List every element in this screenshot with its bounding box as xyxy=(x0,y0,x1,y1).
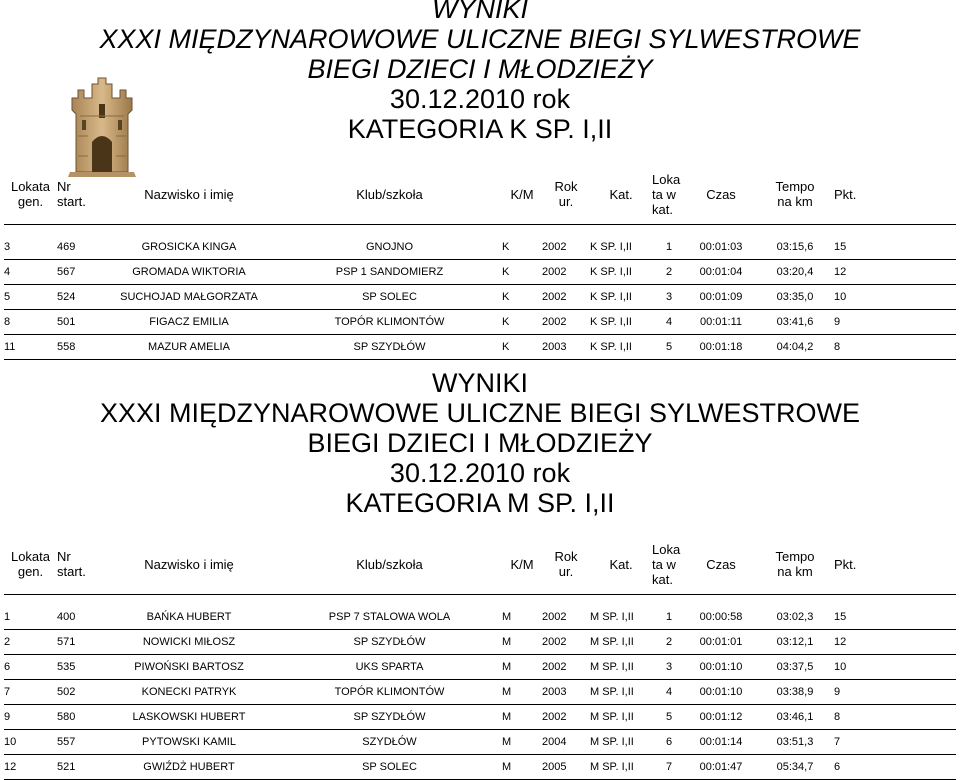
cell-nr: 535 xyxy=(57,654,101,679)
cell-cat-place: 3 xyxy=(652,284,686,309)
cell-points: 8 xyxy=(834,334,956,359)
cell-cat-place: 4 xyxy=(652,309,686,334)
cell-name: NOWICKI MIŁOSZ xyxy=(101,629,277,654)
table-row xyxy=(4,704,956,729)
cell-club: TOPÓR KLIMONTÓW xyxy=(277,679,502,704)
cell-km: M xyxy=(502,729,542,754)
col-header-year: Rok ur. xyxy=(554,179,578,210)
section-k-title-line: 30.12.2010 rok xyxy=(389,84,571,114)
cell-cat: K SP. I,II xyxy=(590,235,652,260)
cell-name: GROMADA WIKTORIA xyxy=(101,259,277,284)
section-k-title xyxy=(0,0,960,144)
table-row xyxy=(4,259,956,284)
cell-name: FIGACZ EMILIA xyxy=(101,309,277,334)
cell-nr: 469 xyxy=(57,235,101,260)
cell-name: GWIŹDŻ HUBERT xyxy=(101,754,277,779)
col-header-club: Klub/szkoła xyxy=(356,186,423,202)
section-k-title-line: KATEGORIA K SP. I,II xyxy=(347,114,613,144)
table-row xyxy=(4,334,956,359)
table-row xyxy=(4,284,956,309)
cell-cat-place: 5 xyxy=(652,704,686,729)
cell-cat: M SP. I,II xyxy=(590,754,652,779)
cell-name: PYTOWSKI KAMIL xyxy=(101,729,277,754)
cell-cat-place: 4 xyxy=(652,679,686,704)
cell-cat: M SP. I,II xyxy=(590,654,652,679)
cell-lokata: 6 xyxy=(4,654,57,679)
cell-nr: 501 xyxy=(57,309,101,334)
cell-cat-place: 6 xyxy=(652,729,686,754)
cell-club: SP SZYDŁÓW xyxy=(277,334,502,359)
cell-km: M xyxy=(502,629,542,654)
cell-cat-place: 5 xyxy=(652,334,686,359)
cell-nr: 567 xyxy=(57,259,101,284)
col-header-name: Nazwisko i imię xyxy=(144,556,234,572)
cell-lokata: 4 xyxy=(4,259,57,284)
cell-time: 00:01:09 xyxy=(686,284,756,309)
col-header-cat-place: Loka ta w kat. xyxy=(652,541,681,587)
cell-club: PSP 7 STALOWA WOLA xyxy=(277,605,502,630)
cell-pace: 03:35,0 xyxy=(756,284,834,309)
cell-points: 12 xyxy=(834,259,956,284)
cell-pace: 03:20,4 xyxy=(756,259,834,284)
cell-name: KONECKI PATRYK xyxy=(101,679,277,704)
cell-lokata: 8 xyxy=(4,309,57,334)
results-table-k xyxy=(4,165,956,360)
results-table-m xyxy=(4,535,956,780)
col-header-cat: Kat. xyxy=(609,556,633,572)
table-row xyxy=(4,605,956,630)
cell-year: 2002 xyxy=(542,605,590,630)
tower-logo-icon xyxy=(66,76,138,178)
cell-points: 15 xyxy=(834,605,956,630)
col-header-lokata: Lokata gen. xyxy=(10,179,51,210)
cell-club: SP SOLEC xyxy=(277,284,502,309)
cell-lokata: 2 xyxy=(4,629,57,654)
cell-time: 00:01:14 xyxy=(686,729,756,754)
cell-cat: M SP. I,II xyxy=(590,605,652,630)
cell-name: SUCHOJAD MAŁGORZATA xyxy=(101,284,277,309)
section-k-title-line: WYNIKI xyxy=(431,0,528,24)
section-m-title-line: 30.12.2010 rok xyxy=(389,458,571,488)
cell-year: 2002 xyxy=(542,235,590,260)
cell-km: M xyxy=(502,704,542,729)
cell-points: 10 xyxy=(834,284,956,309)
cell-time: 00:01:01 xyxy=(686,629,756,654)
cell-km: M xyxy=(502,605,542,630)
col-header-km: K/M xyxy=(510,556,534,572)
col-header-time: Czas xyxy=(706,186,736,202)
cell-points: 8 xyxy=(834,704,956,729)
cell-year: 2002 xyxy=(542,284,590,309)
cell-pace: 03:41,6 xyxy=(756,309,834,334)
cell-cat-place: 7 xyxy=(652,754,686,779)
cell-name: LASKOWSKI HUBERT xyxy=(101,704,277,729)
cell-points: 9 xyxy=(834,309,956,334)
cell-km: K xyxy=(502,334,542,359)
cell-pace: 04:04,2 xyxy=(756,334,834,359)
cell-club: UKS SPARTA xyxy=(277,654,502,679)
cell-year: 2002 xyxy=(542,704,590,729)
cell-time: 00:01:10 xyxy=(686,654,756,679)
col-header-pace: Tempo na km xyxy=(775,549,815,580)
col-header-cat-place: Loka ta w kat. xyxy=(652,171,681,217)
cell-name: GROSICKA KINGA xyxy=(101,235,277,260)
table-row xyxy=(4,679,956,704)
table-row xyxy=(4,235,956,260)
cell-lokata: 1 xyxy=(4,605,57,630)
cell-year: 2003 xyxy=(542,334,590,359)
cell-cat: M SP. I,II xyxy=(590,704,652,729)
cell-points: 7 xyxy=(834,729,956,754)
cell-year: 2003 xyxy=(542,679,590,704)
cell-club: SP SOLEC xyxy=(277,754,502,779)
cell-time: 00:01:10 xyxy=(686,679,756,704)
cell-pace: 03:37,5 xyxy=(756,654,834,679)
cell-km: K xyxy=(502,309,542,334)
cell-km: M xyxy=(502,754,542,779)
table-header-row xyxy=(4,165,956,224)
cell-nr: 400 xyxy=(57,605,101,630)
cell-pace: 03:15,6 xyxy=(756,235,834,260)
cell-nr: 557 xyxy=(57,729,101,754)
cell-time: 00:01:12 xyxy=(686,704,756,729)
col-header-points: Pkt. xyxy=(834,556,857,572)
cell-pace: 05:34,7 xyxy=(756,754,834,779)
cell-km: K xyxy=(502,284,542,309)
cell-time: 00:01:04 xyxy=(686,259,756,284)
cell-cat: K SP. I,II xyxy=(590,334,652,359)
cell-year: 2002 xyxy=(542,629,590,654)
table-row xyxy=(4,654,956,679)
section-m-title-line: XXXI MIĘDZYNAROWOWE ULICZNE BIEGI SYLWESTROWE xyxy=(99,398,861,428)
cell-club: PSP 1 SANDOMIERZ xyxy=(277,259,502,284)
col-header-km: K/M xyxy=(510,186,534,202)
cell-lokata: 5 xyxy=(4,284,57,309)
cell-club: SP SZYDŁÓW xyxy=(277,629,502,654)
cell-pace: 03:51,3 xyxy=(756,729,834,754)
table-row xyxy=(4,729,956,754)
cell-lokata: 3 xyxy=(4,235,57,260)
cell-cat-place: 1 xyxy=(652,235,686,260)
cell-name: BAŃKA HUBERT xyxy=(101,605,277,630)
cell-cat-place: 2 xyxy=(652,259,686,284)
cell-lokata: 7 xyxy=(4,679,57,704)
cell-km: K xyxy=(502,259,542,284)
cell-points: 12 xyxy=(834,629,956,654)
cell-time: 00:00:58 xyxy=(686,605,756,630)
cell-km: K xyxy=(502,235,542,260)
cell-time: 00:01:11 xyxy=(686,309,756,334)
cell-cat-place: 2 xyxy=(652,629,686,654)
table-row xyxy=(4,754,956,779)
cell-club: SZYDŁÓW xyxy=(277,729,502,754)
cell-year: 2002 xyxy=(542,654,590,679)
cell-year: 2004 xyxy=(542,729,590,754)
col-header-points: Pkt. xyxy=(834,186,857,202)
cell-km: M xyxy=(502,654,542,679)
col-header-pace: Tempo na km xyxy=(775,179,815,210)
cell-nr: 571 xyxy=(57,629,101,654)
cell-lokata: 11 xyxy=(4,334,57,359)
cell-cat: M SP. I,II xyxy=(590,729,652,754)
cell-cat: M SP. I,II xyxy=(590,629,652,654)
cell-nr: 524 xyxy=(57,284,101,309)
cell-time: 00:01:47 xyxy=(686,754,756,779)
col-header-club: Klub/szkoła xyxy=(356,556,423,572)
cell-name: PIWOŃSKI BARTOSZ xyxy=(101,654,277,679)
cell-name: MAZUR AMELIA xyxy=(101,334,277,359)
section-k-title-line: XXXI MIĘDZYNAROWOWE ULICZNE BIEGI SYLWESTROWE xyxy=(99,24,861,54)
cell-lokata: 9 xyxy=(4,704,57,729)
col-header-name: Nazwisko i imię xyxy=(144,186,234,202)
section-m-title-line: BIEGI DZIECI I MŁODZIEŻY xyxy=(307,428,653,458)
cell-nr: 558 xyxy=(57,334,101,359)
table-row xyxy=(4,309,956,334)
cell-cat-place: 1 xyxy=(652,605,686,630)
col-header-lokata: Lokata gen. xyxy=(10,549,51,580)
cell-points: 10 xyxy=(834,654,956,679)
cell-pace: 03:38,9 xyxy=(756,679,834,704)
cell-club: SP SZYDŁÓW xyxy=(277,704,502,729)
table-header-row xyxy=(4,535,956,594)
cell-nr: 580 xyxy=(57,704,101,729)
col-header-nr: Nr start. xyxy=(57,179,86,210)
cell-cat: K SP. I,II xyxy=(590,309,652,334)
section-m-title-line: WYNIKI xyxy=(431,368,528,398)
cell-lokata: 10 xyxy=(4,729,57,754)
cell-year: 2002 xyxy=(542,309,590,334)
col-header-cat: Kat. xyxy=(609,186,633,202)
cell-club: TOPÓR KLIMONTÓW xyxy=(277,309,502,334)
table-row xyxy=(4,629,956,654)
col-header-time: Czas xyxy=(706,556,736,572)
cell-club: GNOJNO xyxy=(277,235,502,260)
cell-points: 6 xyxy=(834,754,956,779)
cell-points: 15 xyxy=(834,235,956,260)
cell-lokata: 12 xyxy=(4,754,57,779)
cell-km: M xyxy=(502,679,542,704)
cell-cat-place: 3 xyxy=(652,654,686,679)
cell-nr: 521 xyxy=(57,754,101,779)
cell-pace: 03:46,1 xyxy=(756,704,834,729)
section-k-title-line: BIEGI DZIECI I MŁODZIEŻY xyxy=(307,54,653,84)
cell-points: 9 xyxy=(834,679,956,704)
col-header-year: Rok ur. xyxy=(554,549,578,580)
section-m-title-line: KATEGORIA M SP. I,II xyxy=(345,488,615,518)
section-m-title xyxy=(0,368,960,518)
cell-time: 00:01:18 xyxy=(686,334,756,359)
cell-pace: 03:02,3 xyxy=(756,605,834,630)
cell-time: 00:01:03 xyxy=(686,235,756,260)
cell-year: 2002 xyxy=(542,259,590,284)
cell-nr: 502 xyxy=(57,679,101,704)
cell-year: 2005 xyxy=(542,754,590,779)
cell-cat: K SP. I,II xyxy=(590,259,652,284)
col-header-nr: Nr start. xyxy=(57,549,86,580)
cell-pace: 03:12,1 xyxy=(756,629,834,654)
cell-cat: M SP. I,II xyxy=(590,679,652,704)
cell-cat: K SP. I,II xyxy=(590,284,652,309)
